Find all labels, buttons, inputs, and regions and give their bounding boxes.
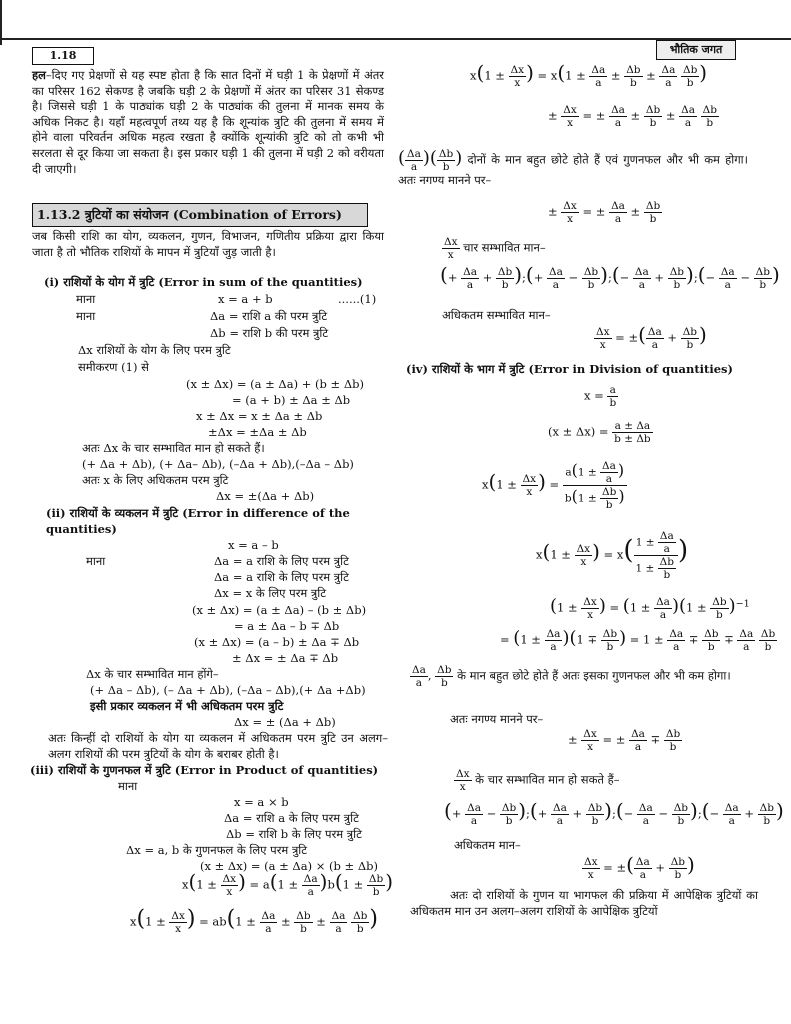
division-eq-1: (x ± Δx) = $\frac{a \pm \Delta a}{b \pm \Delta b}$ [548, 420, 651, 445]
product-step-3: x(1 ± $\frac{\Delta x}{x}$ ) = ab(1 ± $\frac{\Delta a}{a}$ ± $\frac{\Delta b}{b}$ ± $\frac{\Delta a}{a}$ $\frac{\Delta b}{b}$ ) [130, 906, 378, 935]
diff-eq-0: x = a – b [228, 538, 279, 552]
sum-let-1: माना [76, 292, 96, 306]
product-eq-2: Δb = राशि b के लिए परम त्रुटि [226, 827, 362, 841]
division-eq-4: (1 ± $\frac{\Delta x}{x}$ ) = (1 ± $\frac{\Delta a}{a}$ )(1 ± $\frac{\Delta b}{b}$ )$^{-1}$ [550, 595, 750, 621]
sum-eq-ref: ......(1) [338, 292, 377, 306]
diff-line-4: Δx के चार सम्भावित मान होंगे– [86, 667, 219, 681]
product-small-text: दोनों के मान बहुत छोटे होते हैं एवं गुणनफल और भी कम होगा। अतः नगण्य मानने पर– [398, 152, 749, 187]
sum-line-6: अतः Δx के चार सम्भावित मान हो सकते हैं। [82, 441, 265, 455]
division-eq-6: ± $\frac{\Delta x}{x}$ = ± $\frac{\Delta a}{a}$ ∓ $\frac{\Delta b}{b}$ [568, 728, 681, 753]
division-eq-1-lhs: (x ± Δx) = [548, 424, 609, 439]
sum-step-3: x ± Δx = x ± Δa ± Δb [196, 409, 323, 423]
diff-result: Δx = ± (Δa + Δb) [234, 715, 336, 729]
sum-step-2: = (a + b) ± Δa ± Δb [232, 393, 351, 407]
product-step-5: ± $\frac{\Delta x}{x}$ = ± $\frac{\Delta a}{a}$ ± $\frac{\Delta b}{b}$ ± $\frac{\Delta a}{a}$ $\frac{\Delta b}{b}$ [548, 104, 717, 129]
sum-line-5: समीकरण (1) से [78, 360, 149, 374]
diff-step-1: (x ± Δx) = (a ± Δa) – (b ± Δb) [192, 603, 367, 617]
diff-eq-3: Δx = x के लिए परम त्रुटि [214, 586, 327, 600]
diff-eq-2: Δa = a राशि के लिए परम त्रुटि [214, 570, 349, 584]
page-number: 1.18 [32, 47, 94, 65]
product-max-result: $\frac{\Delta x}{x}$ = ±( $\frac{\Delta a}{a}$ + $\frac{\Delta b}{b}$ ) [596, 322, 707, 351]
division-max-result: $\frac{\Delta x}{x}$ = ±( $\frac{\Delta a}{a}$ + $\frac{\Delta b}{b}$ ) [584, 852, 695, 881]
sum-result: Δx = ±(Δa + Δb) [216, 489, 315, 503]
diff-conclusion: अतः किन्हीं दो राशियों के योग या व्यकलन में अधिकतम परम त्रुटि उन अलग–अलग राशियों की परम त्रुटियों के योग के बराबर होती है। [48, 731, 388, 761]
product-small-paragraph: ( $\frac{\Delta a}{a}$ )( $\frac{\Delta b}{b}$ ) दोनों के मान बहुत छोटे होते हैं एवं गुणनफल और भी कम होगा। अतः नगण्य मानने पर– [398, 147, 749, 187]
solution-label: हल [32, 68, 46, 82]
sum-step-4: ±Δx = ±Δa ± Δb [208, 425, 307, 439]
diff-line-5: (+ Δa – Δb), (– Δa + Δb), (–Δa – Δb),(+ Δa +Δb) [90, 683, 366, 697]
product-line-3: Δx = a, b के गुणनफल के लिए परम त्रुटि [126, 843, 308, 857]
solution-paragraph [32, 68, 384, 177]
sum-line-8: अतः x के लिए अधिकतम परम त्रुटि [82, 473, 229, 487]
division-four-values: (+ $\frac{\Delta a}{a}$ − $\frac{\Delta b}{b}$ );(+ $\frac{\Delta a}{a}$ + $\frac{\Delta b}{b}$ );(− $\frac{\Delta a}{a}$ − $\frac{\Delta b}{b}$ );(− $\frac{\Delta a}{a}$ + $\frac{\Delta b}{b}$ ) [444, 798, 784, 827]
diff-let: माना [86, 554, 106, 568]
diff-step-3: (x ± Δx) = (a – b) ± Δa ∓ Δb [194, 635, 360, 649]
division-small-text: के मान बहुत छोटे होते हैं अतः इसका गुणनफल और भी कम होगा। [457, 668, 731, 683]
diff-heading: (ii) राशियों के व्यकलन में त्रुटि (Error in difference of the quantities) [46, 506, 350, 536]
product-four-values-label: $\frac{\Delta x}{x}$ चार सम्भावित मान– [444, 236, 546, 261]
product-max-label: अधिकतम सम्भावित मान– [442, 308, 551, 322]
division-four-values-text: के चार सम्भावित मान हो सकते हैं– [475, 772, 620, 787]
division-eq-3: x(1 ± $\frac{\Delta x}{x}$ ) = x( 1 ± $\frac{\Delta a}{a}$ 1 ± $\frac{\Delta b}{b}$ ) [536, 530, 689, 581]
product-eq-1: Δa = राशि a के लिए परम त्रुटि [224, 811, 359, 825]
sum-eq-3: Δb = राशि b की परम त्रुटि [210, 326, 329, 340]
division-neg-text: अतः नगण्य मानने पर– [450, 712, 544, 726]
product-heading: (iii) राशियों के गुणनफल में त्रुटि (Error in Product of quantities) [30, 763, 379, 777]
sum-step-1: (x ± Δx) = (a ± Δa) + (b ± Δb) [186, 377, 364, 391]
division-small-paragraph: $\frac{\Delta a}{a}$ , $\frac{\Delta b}{b}$ के मान बहुत छोटे होते हैं अतः इसका गुणनफल और भी कम होगा। [412, 664, 731, 689]
sum-heading: (i) राशियों के योग में त्रुटि (Error in sum of the quantities) [44, 275, 363, 289]
product-step-4: x(1 ± $\frac{\Delta x}{x}$ ) = x(1 ± $\frac{\Delta a}{a}$ ± $\frac{\Delta b}{b}$ ± $\frac{\Delta a}{a}$ $\frac{\Delta b}{b}$ ) [470, 60, 708, 89]
sum-line-7: (+ Δa + Δb), (+ Δa– Δb), (–Δa + Δb),(–Δa – Δb) [82, 457, 354, 471]
product-eq-0: x = a × b [234, 795, 289, 809]
product-let: माना [118, 779, 138, 793]
division-heading: (iv) राशियों के भाग में त्रुटि (Error in Division of quantities) [406, 362, 733, 376]
section-heading: 1.13.2 त्रुटियों का संयोजन (Combination of Errors) [32, 203, 368, 227]
diff-step-4: ± Δx = ± Δa ∓ Δb [232, 651, 339, 665]
diff-eq-1: Δa = a राशि के लिए परम त्रुटि [214, 554, 349, 568]
chapter-title: भौतिक जगत [656, 40, 736, 60]
solution-text: –दिए गए प्रेक्षणों से यह स्पष्ट होता है कि सात दिनों में घड़ी 1 के प्रेक्षणों में अंतर का परिसर 162 सेकण्ड है जबकि घड़ी 2 के प्रेक्षणों में अंतर का परिसर 31 सेकण्ड है। जिससे घड़ी 1 के पाठ्यांक घड़ी 2 के पाठ्यांक की तुलना में मानक समय के अधिक निकट है। यहाँ महत्वपूर्ण तथ्य यह है कि शून्यांक त्रुटि की तुलना में समय में होने वाला परिवर्तन अधिक महत्व रखता है क्योंकि शून्यांकी त्रुटि को तो कभी भी सरलता से दूर किया जा सकता है। इस प्रकार घड़ी 1 की तुलना में घड़ी 2 को वरीयता दी जाएगी। [32, 68, 384, 176]
sum-eq-2: Δa = राशि a की परम त्रुटि [210, 309, 328, 323]
sum-line-4: Δx राशियों के योग के लिए परम त्रुटि [78, 343, 231, 357]
diff-line-6: इसी प्रकार व्यकलन में भी अधिकतम परम त्रुटि [90, 699, 284, 713]
division-four-values-label: $\frac{\Delta x}{x}$ के चार सम्भावित मान हो सकते हैं– [456, 768, 620, 793]
product-four-values-text: चार सम्भावित मान– [463, 240, 546, 255]
sum-eq-1: x = a + b [218, 292, 273, 306]
section-intro: जब किसी राशि का योग, व्यकलन, गुणन, विभाजन, गणितीय प्रक्रिया द्वारा किया जाता है तो भौतिक राशियों के मापन में त्रुटियाँ जुड़ जाती है। [32, 229, 384, 259]
division-eq-5: = (1 ± $\frac{\Delta a}{a}$ )(1 ∓ $\frac{\Delta b}{b}$ ) = 1 ± $\frac{\Delta a}{a}$ ∓ $\frac{\Delta b}{b}$ ∓ $\frac{\Delta a}{a}$ $\frac{\Delta b}{b}$ [500, 627, 776, 653]
division-eq-0: x = $\frac{a}{b}$ [584, 384, 617, 409]
product-step-1: (x ± Δx) = (a ± Δa) × (b ± Δb) [200, 859, 378, 873]
sum-let-2: माना [76, 309, 96, 323]
division-conclusion: अतः दो राशियों के गुणन या भागफल की प्रक्रिया में आपेक्षिक त्रुटियों का अधिकतम मान उन अलग–अलग राशियों के आपेक्षिक त्रुटियों [410, 888, 758, 918]
product-step-6: ± $\frac{\Delta x}{x}$ = ± $\frac{\Delta a}{a}$ ± $\frac{\Delta b}{b}$ [548, 200, 661, 225]
division-max-label: अधिकतम मान– [454, 838, 521, 852]
product-step-2: x(1 ± $\frac{\Delta x}{x}$ ) = a(1 ± $\frac{\Delta a}{a}$ )b(1 ± $\frac{\Delta b}{b}$ ) [182, 869, 394, 898]
diff-step-2: = a ± Δa – b ∓ Δb [234, 619, 340, 633]
product-four-values: (+ $\frac{\Delta a}{a}$ + $\frac{\Delta b}{b}$ );(+ $\frac{\Delta a}{a}$ − $\frac{\Delta b}{b}$ );(− $\frac{\Delta a}{a}$ + $\frac{\Delta b}{b}$ );(− $\frac{\Delta a}{a}$ − $\frac{\Delta b}{b}$ ) [440, 262, 780, 291]
division-eq-2: x(1 ± $\frac{\Delta x}{x}$ ) = a(1 ± $\frac{\Delta a}{a}$ ) b(1 ± $\frac{\Delta b}{b}$ ) [482, 460, 625, 511]
